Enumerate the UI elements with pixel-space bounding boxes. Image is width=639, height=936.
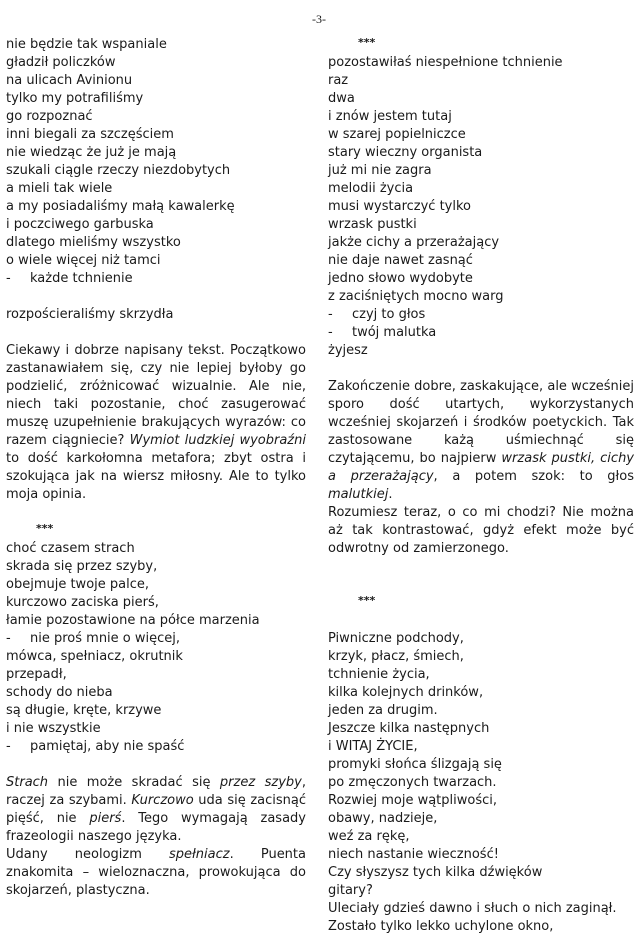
poem-line: a mieli tak wiele [6, 181, 113, 196]
poem-line-text: twój malutka [352, 325, 437, 340]
poem-line: nie wiedząc że już je mają [6, 145, 177, 160]
poem-line-text: czyj to głos [352, 307, 426, 322]
page-number: -3- [312, 12, 326, 26]
commentary-italic: przez szyby [219, 775, 302, 790]
section-separator: *** [36, 522, 54, 535]
right-column [328, 36, 634, 936]
poem-line: Czy słyszysz tych kilka dźwięków [328, 865, 543, 880]
poem-2 [6, 540, 306, 756]
commentary-2 [6, 774, 306, 846]
commentary-text: Ciekawy i dobrze napisany tekst. Początkowo zastanawiałem się, czy nie lepiej byłoby go podzielić, zróżnicować wizualnie. Ale nie, niech taki pozostanie, choć zasugerować muszę uzupełnienie brakujących wyrazów: co razem ciągniecie? [6, 343, 306, 448]
poem-line: kurczowo zaciska pierś, [6, 595, 159, 610]
poem-line: skrada się przez szyby, [6, 559, 158, 574]
commentary-2b [6, 846, 306, 900]
poem-line: niech nastanie wieczność! [328, 847, 499, 862]
poem-line: przepadł, [6, 667, 67, 682]
poem-line [6, 270, 306, 288]
commentary-italic: pierś [89, 811, 122, 826]
commentary-text: . Tego wymagają zasady frazeologii naszego języka. [6, 811, 306, 844]
poem-line: Jeszcze kilka następnych [328, 721, 490, 736]
commentary-text: Zakończenie dobre, zaskakujące, ale wcześniej sporo dość utartych, wykorzystanych wcześniej skojarzeń i środków poetyckich. Tak zastosowane każą uśmiechnąć się czytającemu, bo najpierw [328, 379, 634, 466]
left-column [6, 36, 306, 900]
commentary-text: , raczej za szybami. [6, 775, 306, 808]
poem-line: i poczciwego garbuska [6, 217, 154, 232]
poem-line: jedno słowo wydobyte [328, 271, 473, 286]
commentary-text: Udany neologizm [6, 847, 170, 862]
poem-line: Piwniczne podchody, [328, 631, 464, 646]
poem-line: a my posiadaliśmy małą kawalerkę [6, 199, 235, 214]
poem-line: i znów jestem tutaj [328, 109, 452, 124]
poem-line: po zmęczonych twarzach. [328, 775, 497, 790]
poem-line: i nie wszystkie [6, 721, 101, 736]
commentary-italic: Strach [6, 775, 49, 790]
commentary-italic: Wymiot ludzkiej wyobraźni [129, 433, 306, 448]
poem-line: raz [328, 73, 349, 88]
dash-marker: - [328, 307, 333, 322]
poem-3 [328, 54, 634, 360]
commentary-text: nie może skradać się [48, 775, 220, 790]
commentary-1 [6, 342, 306, 504]
commentary-text: uda się zacisnąć pięść, nie [6, 793, 306, 826]
poem-line-text: nie proś mnie o więcej, [30, 631, 181, 646]
poem-line: o wiele więcej niż tamci [6, 253, 161, 268]
poem-line [328, 324, 634, 342]
dash-marker: - [6, 271, 11, 286]
poem-line: nie daje nawet zasnąć [328, 253, 473, 268]
commentary-italic: wrzask pustki, cichy a przerażający [328, 451, 635, 484]
poem-line [6, 630, 306, 648]
commentary-italic: spełniacz [169, 847, 230, 862]
dash-marker: - [6, 739, 11, 754]
section-separator: *** [358, 36, 376, 49]
poem-line: tylko my potrafiliśmy [6, 91, 144, 106]
poem-line: pozostawiłaś niespełnione tchnienie [328, 55, 563, 70]
poem-line: Uleciały gdzieś dawno i słuch o nich zaginął. [328, 901, 617, 916]
poem-line: wrzask pustki [328, 217, 417, 232]
poem-line-text: każde tchnienie [30, 271, 133, 286]
poem-line: tchnienie życia, [328, 667, 430, 682]
poem-line: inni biegali za szczęściem [6, 127, 174, 142]
dash-marker: - [6, 631, 11, 646]
poem-line: melodii życia [328, 181, 414, 196]
poem-line: krzyk, płacz, śmiech, [328, 649, 464, 664]
poem-line: w szarej popielniczce [328, 127, 466, 142]
poem-line: gitary? [328, 883, 373, 898]
commentary-text: to dość karkołomna metafora; zbyt ostra i szokująca jak na wiersz miłosny. Ale to tylko moja opinia. [6, 451, 306, 502]
poem-line: mówca, spełniacz, okrutnik [6, 649, 183, 664]
poem-line: obejmuje twoje palce, [6, 577, 149, 592]
poem-1 [6, 36, 306, 324]
poem-line: na ulicach Avinionu [6, 73, 133, 88]
poem-line: i WITAJ ŻYCIE, [328, 739, 418, 754]
poem-line: dlatego mieliśmy wszystko [6, 235, 181, 250]
poem-line: żyjesz [328, 343, 368, 358]
poem-line: nie będzie tak wspaniale [6, 37, 167, 52]
dash-marker: - [328, 325, 333, 340]
poem-line: rozpościeraliśmy skrzydła [6, 307, 174, 322]
poem-line: z zaciśniętych mocno warg [328, 289, 504, 304]
commentary-text: . Puenta znakomita – wieloznaczna, prowokująca do skojarzeń, plastyczna. [6, 847, 306, 898]
poem-line: dwa [328, 91, 355, 106]
poem-line [6, 738, 306, 756]
poem-line: jakże cichy a przerażający [328, 235, 500, 250]
section-separator: *** [358, 594, 376, 607]
commentary-text: , a potem szok: to głos [433, 469, 634, 484]
poem-line: jeden za drugim. [328, 703, 438, 718]
commentary-3b: Rozumiesz teraz, o co mi chodzi? Nie można aż tak kontrastować, gdyż efekt może być odwrotny od zamierzonego. [328, 505, 634, 556]
poem-line-text: pamiętaj, aby nie spaść [30, 739, 185, 754]
poem-line: stary wieczny organista [328, 145, 483, 160]
poem-line: Zostało tylko lekko uchylone okno, [328, 919, 554, 934]
poem-line: choć czasem strach [6, 541, 135, 556]
commentary-text: . [388, 487, 393, 502]
poem-line: kilka kolejnych drinków, [328, 685, 484, 700]
poem-line: obawy, nadzieje, [328, 811, 438, 826]
poem-line: musi wystarczyć tylko [328, 199, 472, 214]
commentary-italic: malutkiej [328, 487, 389, 502]
commentary-italic: Kurczowo [131, 793, 194, 808]
poem-line: szukali ciągle rzeczy niezdobytych [6, 163, 231, 178]
poem-line: już mi nie zagra [328, 163, 432, 178]
poem-line: są długie, kręte, krzywe [6, 703, 162, 718]
poem-line: łamie pozostawione na półce marzenia [6, 613, 260, 628]
poem-line: go rozpoznać [6, 109, 93, 124]
poem-line: gładził policzków [6, 55, 116, 70]
poem-line: promyki słońca ślizgają się [328, 757, 502, 772]
poem-line: Rozwiej moje wątpliwości, [328, 793, 497, 808]
commentary-3 [328, 378, 634, 504]
poem-4 [328, 630, 634, 936]
poem-line [328, 306, 634, 324]
poem-line: schody do nieba [6, 685, 113, 700]
poem-line: weź za rękę, [328, 829, 410, 844]
